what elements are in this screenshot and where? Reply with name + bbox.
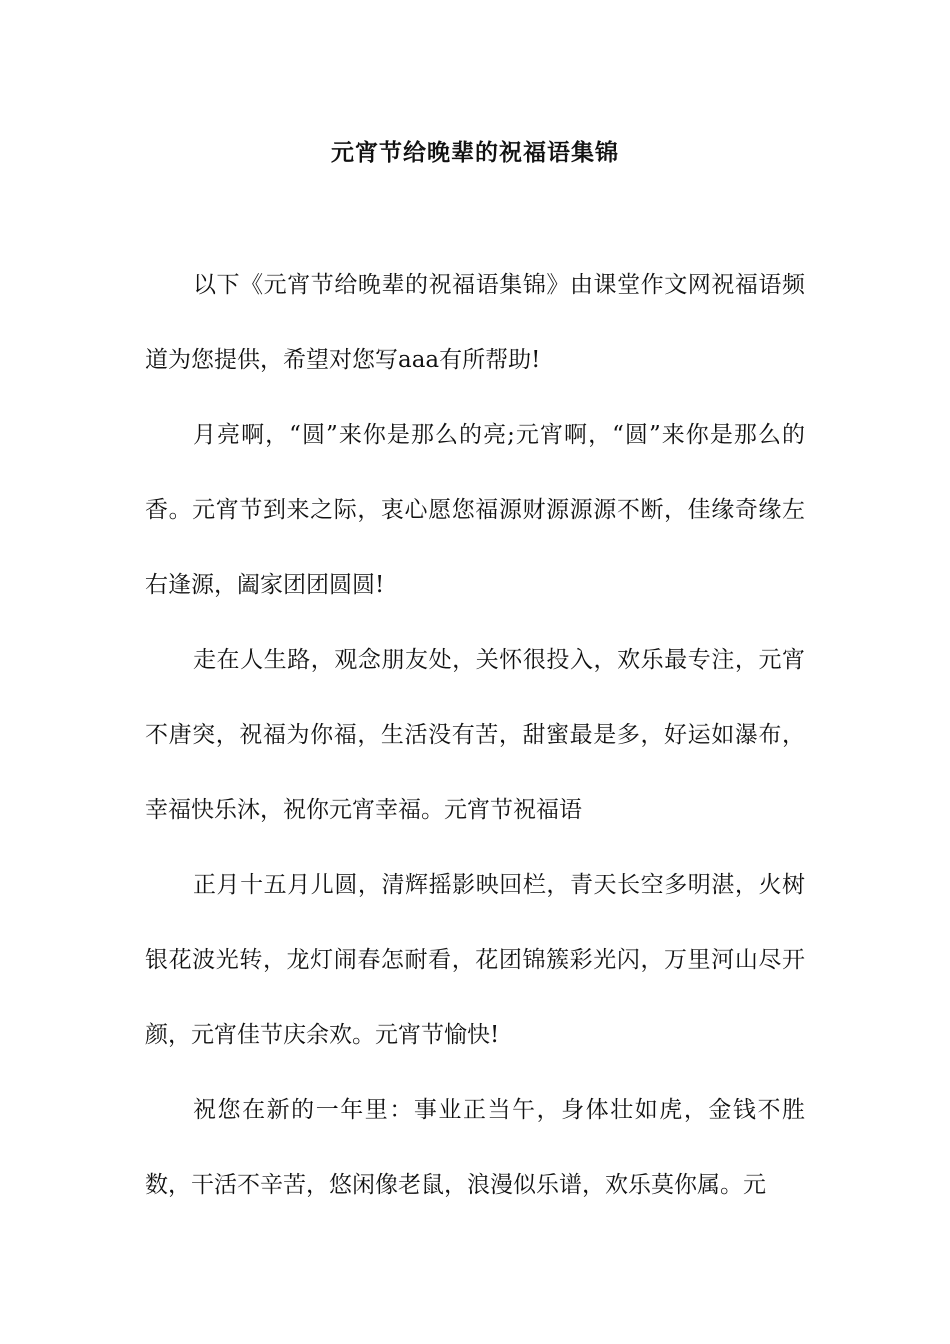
paragraph-intro: 以下《元宵节给晚辈的祝福语集锦》由课堂作文网祝福语频道为您提供，希望对您写aaa有所帮助! xyxy=(145,272,805,373)
paragraph-moon: 月亮啊，“圆”来你是那么的亮;元宵啊，“圆”来你是那么的香。元宵节到来之际，衷心愿您福源财源源源不断，佳缘奇缘左右逢源，阖家团团圆圆! xyxy=(145,422,805,598)
paragraph-life-road: 走在人生路，观念朋友处，关怀很投入，欢乐最专注，元宵不唐突，祝福为你福，生活没有苦，甜蜜最是多，好运如瀑布，幸福快乐沐，祝你元宵幸福。元宵节祝福语 xyxy=(145,647,805,823)
document-title: 元宵节给晚辈的祝福语集锦 xyxy=(331,139,619,166)
document-body xyxy=(145,248,805,1223)
paragraph-first-month: 正月十五月儿圆，清辉摇影映回栏，青天长空多明湛，火树银花波光转，龙灯闹春怎耐看，花团锦簇彩光闪，万里河山尽开颜，元宵佳节庆余欢。元宵节愉快! xyxy=(145,872,805,1048)
paragraph-new-year-wish: 祝您在新的一年里：事业正当午，身体壮如虎，金钱不胜数，干活不辛苦，悠闲像老鼠，浪漫似乐谱，欢乐莫你属。元 xyxy=(145,1097,805,1198)
